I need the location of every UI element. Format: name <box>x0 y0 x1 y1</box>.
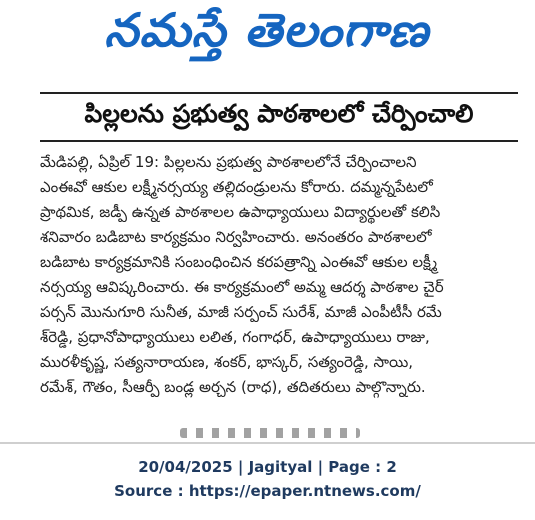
clipping-meta: 20/04/2025 | Jagityal | Page : 2 <box>138 458 397 476</box>
clipping-cut-edge <box>180 428 360 438</box>
article-line: మురళీకృష్ణ, సత్యనారాయణ, శంకర్, భాస్కర్, సత్యంరెడ్డి, సాయి, <box>40 353 414 371</box>
article-line: మేడిపల్లి, ఏప్రిల్ 19: పిల్లలను ప్రభుత్వ పాఠశాలలోనే చేర్పించాలని <box>40 153 417 171</box>
article-line: శ్‌రెడ్డి, ప్రధానోపాధ్యాయులు లలిత, గంగాధర్, ఉపాధ్యాయులు రాజు, <box>40 328 430 346</box>
article-line: పర్సన్ మొనుగూరి సునీత, మాజీ సర్పంచ్ సురేశ్, మాజీ ఎంపీటీసీ రమే <box>40 303 442 321</box>
article-line: శనివారం బడిబాట కార్యక్రమం నిర్వహించారు. అనంతరం పాఠశాలలో <box>40 228 432 246</box>
newspaper-masthead <box>62 3 472 64</box>
article-line: ప్రాథమిక, జడ్పీ ఉన్నత పాఠశాలల ఉపాధ్యాయులు విద్యార్థులతో కలిసి <box>40 203 441 221</box>
article-line: రమేశ్, గౌతం, సీఆర్పీ బండ్ల అర్చన (రాధ), తదితరులు పాల్గొన్నారు. <box>40 378 426 396</box>
headline-box <box>40 92 518 142</box>
clipping-source: Source : https://epaper.ntnews.com/ <box>114 482 421 500</box>
article-line: బడిబాట కార్యక్రమానికి సంబంధించిన కరపత్రాన్ని ఎంఈవో ఆకుల లక్ష్మీ <box>40 253 438 271</box>
article-line: నర్సయ్య ఆవిష్కరించారు. ఈ కార్యక్రమంలో అమ్మ ఆదర్శ పాఠశాల చైర్ <box>40 278 444 296</box>
article-headline: పిల్లలను ప్రభుత్వ పాఠశాలలో చేర్పించాలి <box>84 99 474 128</box>
article-body <box>40 150 524 428</box>
masthead-title: నమస్తే తెలంగాణ <box>104 3 430 57</box>
footer-divider <box>0 442 535 444</box>
article-line: ఎంఈవో ఆకుల లక్ష్మీనర్సయ్య తల్లిదండ్రులను కోరారు. దమ్మన్నపేటలో <box>40 178 433 196</box>
